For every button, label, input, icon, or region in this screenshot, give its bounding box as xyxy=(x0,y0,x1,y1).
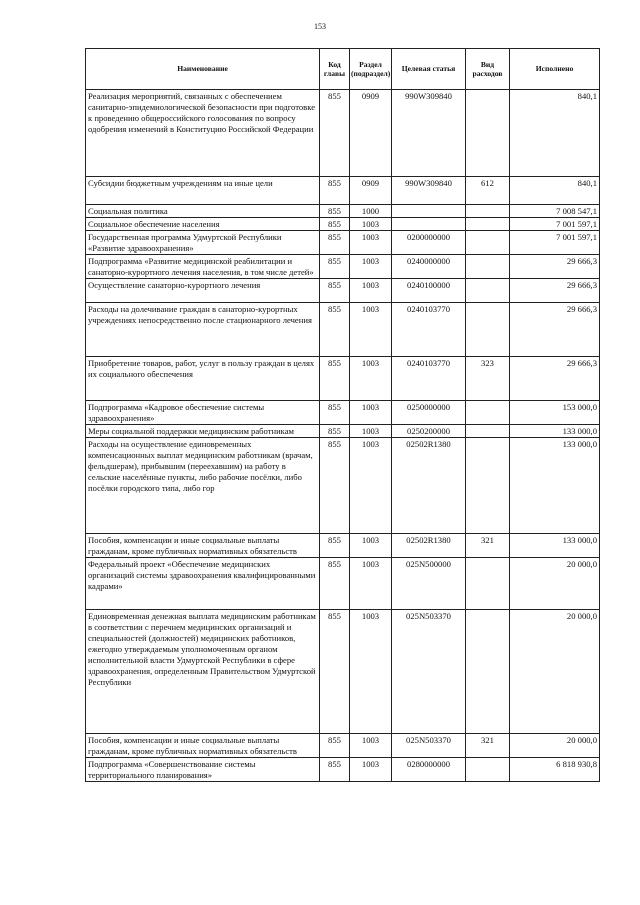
row-done: 29 666,3 xyxy=(510,255,600,279)
row-code: 855 xyxy=(320,279,350,303)
table-row xyxy=(86,255,600,279)
page-number: 153 xyxy=(314,22,326,31)
row-code: 855 xyxy=(320,205,350,218)
row-name: Государственная программа Удмуртской Республики «Развитие здравоохранения» xyxy=(86,231,320,255)
row-expense xyxy=(466,279,510,303)
row-section: 1003 xyxy=(350,279,392,303)
row-code: 855 xyxy=(320,357,350,401)
row-section: 1003 xyxy=(350,401,392,425)
row-done: 20 000,0 xyxy=(510,610,600,734)
row-code: 855 xyxy=(320,425,350,438)
table-row xyxy=(86,610,600,734)
row-section: 1003 xyxy=(350,231,392,255)
row-done: 840,1 xyxy=(510,90,600,177)
row-expense: 323 xyxy=(466,357,510,401)
row-name: Подпрограмма «Развитие медицинской реабилитации и санаторно-курортного лечения населения, в том числе детей» xyxy=(86,255,320,279)
table-row xyxy=(86,279,600,303)
row-done: 133 000,0 xyxy=(510,438,600,534)
table-row xyxy=(86,218,600,231)
table-row xyxy=(86,401,600,425)
row-code: 855 xyxy=(320,218,350,231)
budget-table xyxy=(85,48,600,782)
row-name: Приобретение товаров, работ, услуг в пользу граждан в целях их социального обеспечения xyxy=(86,357,320,401)
row-name: Расходы на долечивание граждан в санаторно-курортных учреждениях непосредственно после стационарного лечения xyxy=(86,303,320,357)
row-expense xyxy=(466,255,510,279)
row-section: 1003 xyxy=(350,758,392,782)
row-done: 153 000,0 xyxy=(510,401,600,425)
row-done: 133 000,0 xyxy=(510,425,600,438)
table-row xyxy=(86,90,600,177)
row-section: 1003 xyxy=(350,255,392,279)
header-expense: Вид расходов xyxy=(466,49,510,90)
row-expense xyxy=(466,303,510,357)
row-expense xyxy=(466,438,510,534)
row-done: 7 001 597,1 xyxy=(510,231,600,255)
row-article: 0200000000 xyxy=(392,231,466,255)
row-expense xyxy=(466,401,510,425)
row-done: 6 818 930,8 xyxy=(510,758,600,782)
row-done: 7 008 547,1 xyxy=(510,205,600,218)
header-code: Код главы xyxy=(320,49,350,90)
row-article: 0240103770 xyxy=(392,357,466,401)
row-article xyxy=(392,205,466,218)
row-done: 29 666,3 xyxy=(510,303,600,357)
row-code: 855 xyxy=(320,303,350,357)
row-done: 29 666,3 xyxy=(510,279,600,303)
row-article xyxy=(392,218,466,231)
row-done: 133 000,0 xyxy=(510,534,600,558)
row-code: 855 xyxy=(320,177,350,205)
row-name: Меры социальной поддержки медицинским работникам xyxy=(86,425,320,438)
row-expense: 321 xyxy=(466,534,510,558)
row-section: 1003 xyxy=(350,534,392,558)
row-expense xyxy=(466,758,510,782)
row-name: Расходы на осуществление единовременных компенсационных выплат медицинским работникам (врачам, фельдшерам), прибывшим (переехавшим) на работу в сельские населённые пункты, либо рабочие посёлки, либо посёлки городского типа, либо гор xyxy=(86,438,320,534)
table-row xyxy=(86,205,600,218)
row-code: 855 xyxy=(320,610,350,734)
row-name: Единовременная денежная выплата медицинским работникам в соответствии с перечнем медицинских организаций и специальностей (должностей) медицинских работников, ежегодно утверждаемым уполномоченным органом исполнительной власти Удмуртской Республики в сфере здравоохранения, определенным Правительством Удмуртской Республики xyxy=(86,610,320,734)
header-section: Раздел (подраздел) xyxy=(350,49,392,90)
row-code: 855 xyxy=(320,734,350,758)
row-article: 990W309840 xyxy=(392,177,466,205)
table-row xyxy=(86,177,600,205)
row-code: 855 xyxy=(320,558,350,610)
table-header-row xyxy=(86,49,600,90)
row-section: 1000 xyxy=(350,205,392,218)
row-article: 025N500000 xyxy=(392,558,466,610)
row-code: 855 xyxy=(320,534,350,558)
row-section: 1003 xyxy=(350,558,392,610)
row-expense xyxy=(466,205,510,218)
row-code: 855 xyxy=(320,255,350,279)
header-name: Наименование xyxy=(86,49,320,90)
row-expense: 321 xyxy=(466,734,510,758)
table-row xyxy=(86,758,600,782)
row-name: Федеральный проект «Обеспечение медицинских организаций системы здравоохранения квалифицированными кадрами» xyxy=(86,558,320,610)
row-code: 855 xyxy=(320,90,350,177)
table-row xyxy=(86,534,600,558)
row-section: 0909 xyxy=(350,90,392,177)
header-article: Целевая статья xyxy=(392,49,466,90)
row-section: 0909 xyxy=(350,177,392,205)
row-section: 1003 xyxy=(350,610,392,734)
row-article: 0280000000 xyxy=(392,758,466,782)
row-name: Субсидии бюджетным учреждениям на иные цели xyxy=(86,177,320,205)
row-section: 1003 xyxy=(350,357,392,401)
row-section: 1003 xyxy=(350,303,392,357)
row-article: 0250200000 xyxy=(392,425,466,438)
table-row xyxy=(86,425,600,438)
row-name: Пособия, компенсации и иные социальные выплаты гражданам, кроме публичных нормативных обязательств xyxy=(86,534,320,558)
row-done: 29 666,3 xyxy=(510,357,600,401)
table-row xyxy=(86,231,600,255)
row-done: 20 000,0 xyxy=(510,558,600,610)
row-expense xyxy=(466,610,510,734)
row-article: 025N503370 xyxy=(392,610,466,734)
row-article: 02502R1380 xyxy=(392,438,466,534)
table-row xyxy=(86,558,600,610)
row-name: Подпрограмма «Совершенствование системы территориального планирования» xyxy=(86,758,320,782)
row-code: 855 xyxy=(320,438,350,534)
row-article: 0250000000 xyxy=(392,401,466,425)
row-name: Социальная политика xyxy=(86,205,320,218)
row-expense xyxy=(466,231,510,255)
table-row xyxy=(86,303,600,357)
row-expense: 612 xyxy=(466,177,510,205)
row-expense xyxy=(466,90,510,177)
row-article: 0240100000 xyxy=(392,279,466,303)
row-name: Подпрограмма «Кадровое обеспечение системы здравоохранения» xyxy=(86,401,320,425)
row-expense xyxy=(466,218,510,231)
row-code: 855 xyxy=(320,231,350,255)
row-section: 1003 xyxy=(350,218,392,231)
row-name: Реализация мероприятий, связанных с обеспечением санитарно-эпидемиологической безопасности при подготовке к проведению общероссийского голосования по вопросу одобрения изменений в Конституцию Российской Федерации xyxy=(86,90,320,177)
row-expense xyxy=(466,425,510,438)
row-article: 0240000000 xyxy=(392,255,466,279)
row-section: 1003 xyxy=(350,734,392,758)
header-done: Исполнено xyxy=(510,49,600,90)
table-row xyxy=(86,734,600,758)
row-done: 840,1 xyxy=(510,177,600,205)
row-name: Пособия, компенсации и иные социальные выплаты гражданам, кроме публичных нормативных обязательств xyxy=(86,734,320,758)
row-section: 1003 xyxy=(350,438,392,534)
row-expense xyxy=(466,558,510,610)
row-name: Социальное обеспечение населения xyxy=(86,218,320,231)
table-row xyxy=(86,438,600,534)
table-row xyxy=(86,357,600,401)
row-article: 02502R1380 xyxy=(392,534,466,558)
row-done: 20 000,0 xyxy=(510,734,600,758)
row-done: 7 001 597,1 xyxy=(510,218,600,231)
row-article: 025N503370 xyxy=(392,734,466,758)
row-article: 990W309840 xyxy=(392,90,466,177)
row-section: 1003 xyxy=(350,425,392,438)
row-code: 855 xyxy=(320,401,350,425)
row-article: 0240103770 xyxy=(392,303,466,357)
row-name: Осуществление санаторно-курортного лечения xyxy=(86,279,320,303)
row-code: 855 xyxy=(320,758,350,782)
